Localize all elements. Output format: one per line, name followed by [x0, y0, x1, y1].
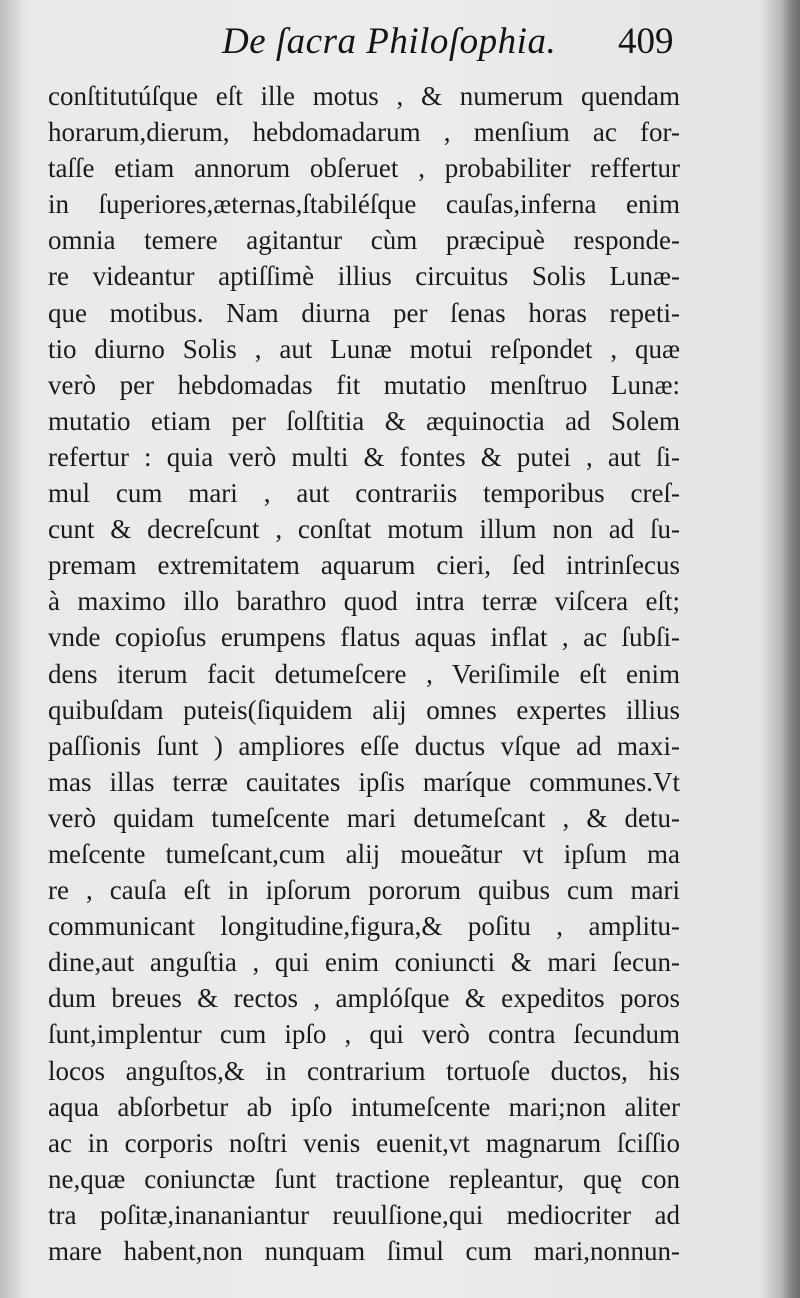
text-line: premam extremitatem aquarum cieri, ſed intrinſecus: [48, 550, 680, 581]
text-line: horarum,dierum, hebdomadarum , menſium ac for-: [48, 117, 680, 148]
text-line: mutatio etiam per ſolſtitia & æquinoctia ad Solem: [48, 405, 680, 436]
text-line: mul cum mari , aut contrariis temporibus creſ-: [48, 478, 680, 509]
text-line: aqua abſorbetur ab ipſo intumeſcente mari;non aliter: [48, 1091, 680, 1122]
body-text: [48, 78, 680, 1269]
text-line: dine,aut anguſtia , qui enim coniuncti & mari ſecun-: [48, 947, 680, 978]
text-line: omnia temere agitantur cùm præcipuè responde-: [48, 225, 680, 256]
text-line: mare habent,non nunquam ſimul cum mari,nonnun-: [48, 1236, 680, 1266]
text-line: meſcente tumeſcant,cum alij moueãtur vt ipſum ma: [48, 838, 680, 869]
text-line: quibuſdam puteis(ſiquidem alij omnes expertes illius: [48, 694, 680, 725]
page-gutter-shadow-left: [0, 0, 22, 1298]
text-line: dens iterum facit detumeſcere , Veriſimile eſt enim: [48, 658, 680, 689]
text-line: cunt & decreſcunt , conſtat motum illum non ad ſu-: [48, 514, 680, 545]
text-line: ſunt,implentur cum ipſo , qui verò contra ſecundum: [48, 1019, 680, 1050]
text-line: paſſionis ſunt ) ampliores eſſe ductus vſque ad maxi-: [48, 730, 680, 761]
text-line: vnde copioſus erumpens flatus aquas inflat , ac ſubſi-: [48, 622, 680, 653]
text-line: dum breues & rectos , amplóſque & expeditos poros: [48, 983, 680, 1014]
page-number: 409: [618, 21, 674, 62]
text-line: tra poſitæ,inananiantur reuulſione,qui mediocriter ad: [48, 1199, 680, 1230]
text-line: conſtitutúſque eſt ille motus , & numerum quendam: [48, 81, 680, 111]
text-line: mas illas terræ cauitates ipſis maríque communes.Vt: [48, 766, 680, 797]
text-line: à maximo illo barathro quod intra terræ viſcera eſt;: [48, 586, 680, 617]
text-line: verò per hebdomadas fit mutatio menſtruo Lunæ:: [48, 369, 680, 400]
text-line: communicant longitudine,figura,& poſitu , amplitu-: [48, 911, 680, 942]
text-line: re , cauſa eſt in ipſorum pororum quibus cum mari: [48, 875, 680, 906]
text-line: in ſuperiores,æternas,ſtabiléſque cauſas,inferna enim: [48, 189, 680, 220]
text-line: locos anguſtos,& in contrarium tortuoſe ductos, his: [48, 1055, 680, 1086]
text-line: refertur : quia verò multi & fontes & putei , aut ſi-: [48, 441, 680, 472]
text-line: taſſe etiam annorum obſeruet , probabiliter reffertur: [48, 153, 680, 184]
running-title: De ſacra Philoſophia.: [222, 21, 557, 62]
page-header: [44, 14, 684, 74]
text-line: que motibus. Nam diurna per ſenas horas repeti-: [48, 297, 680, 328]
text-line: verò quidam tumeſcente mari detumeſcant , & detu-: [48, 802, 680, 833]
text-line: ac in corporis noſtri venis euenit,vt magnarum ſciſſio: [48, 1127, 680, 1158]
page-edge-shadow-right: [782, 0, 800, 1298]
text-line: tio diurno Solis , aut Lunæ motui reſpondet , quæ: [48, 333, 680, 364]
text-line: re videantur aptiſſimè illius circuitus Solis Lunæ-: [48, 261, 680, 292]
text-line: ne,quæ coniunctæ ſunt tractione repleantur, quę con: [48, 1163, 680, 1194]
